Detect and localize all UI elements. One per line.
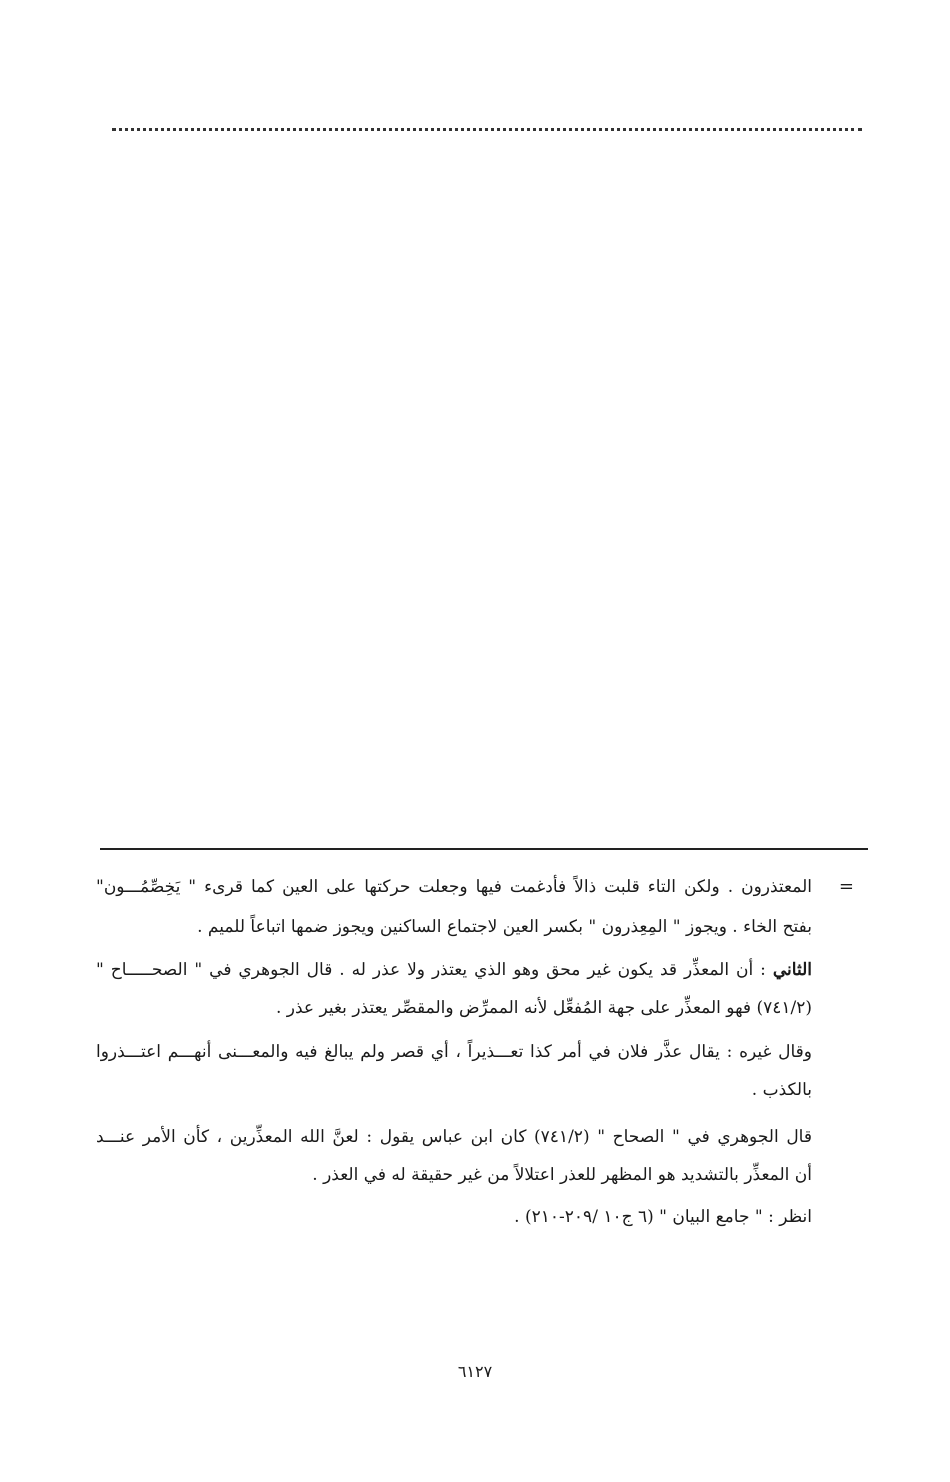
footnote-line-6: بالكذب . xyxy=(751,1080,812,1100)
label-second: الثاني xyxy=(772,960,812,980)
footnote-line-1: المعتذرون . ولكن التاء قلبت ذالاً فأدغمت فيها وجعلت حركتها على العين كما قرىء " يَخِصِّمُـــون" xyxy=(96,877,812,897)
footnote-line-9: انظر : " جامع البيان " (٦ ج١٠ /٢٠٩-٢١٠) . xyxy=(514,1207,812,1227)
footnote-line-7: قال الجوهري في " الصحاح " (٧٤١/٢) كان ابن عباس يقول : لعنَّ الله المعذِّرين ، كأن الأمر عنـــد xyxy=(96,1127,812,1147)
dotted-separator xyxy=(112,128,862,131)
footnote-line-2: بفتح الخاء . ويجوز " المِعِذرون " بكسر العين لاجتماع الساكنين ويجوز ضمها اتباعاً للميم . xyxy=(197,917,812,937)
footnote-line-5: وقال غيره : يقال عذَّر فلان في أمر كذا تعـــذيراً ، أي قصر ولم يبالغ فيه والمعـــنى أنهـــم اعتـــذروا xyxy=(96,1042,812,1062)
continuation-marker: = xyxy=(838,876,854,897)
page-number: ٦١٢٧ xyxy=(457,1362,493,1381)
footnote-line-4: (٧٤١/٢) فهو المعذِّر على جهة المُفعِّل لأنه الممرِّض والمقصِّر يعتذر بغير عذر . xyxy=(275,998,812,1018)
footnote-line-3-text: : أن المعذِّر قد يكون غير محق وهو الذي يعتذر ولا عذر له . قال الجوهري في " الصحـــــاح " xyxy=(96,960,773,980)
footnote-line-8: أن المعذِّر بالتشديد هو المظهر للعذر اعتلالاً من غير حقيقة له في العذر . xyxy=(312,1165,812,1185)
footnote-separator xyxy=(100,848,868,850)
footnote-line-3 xyxy=(96,957,812,983)
